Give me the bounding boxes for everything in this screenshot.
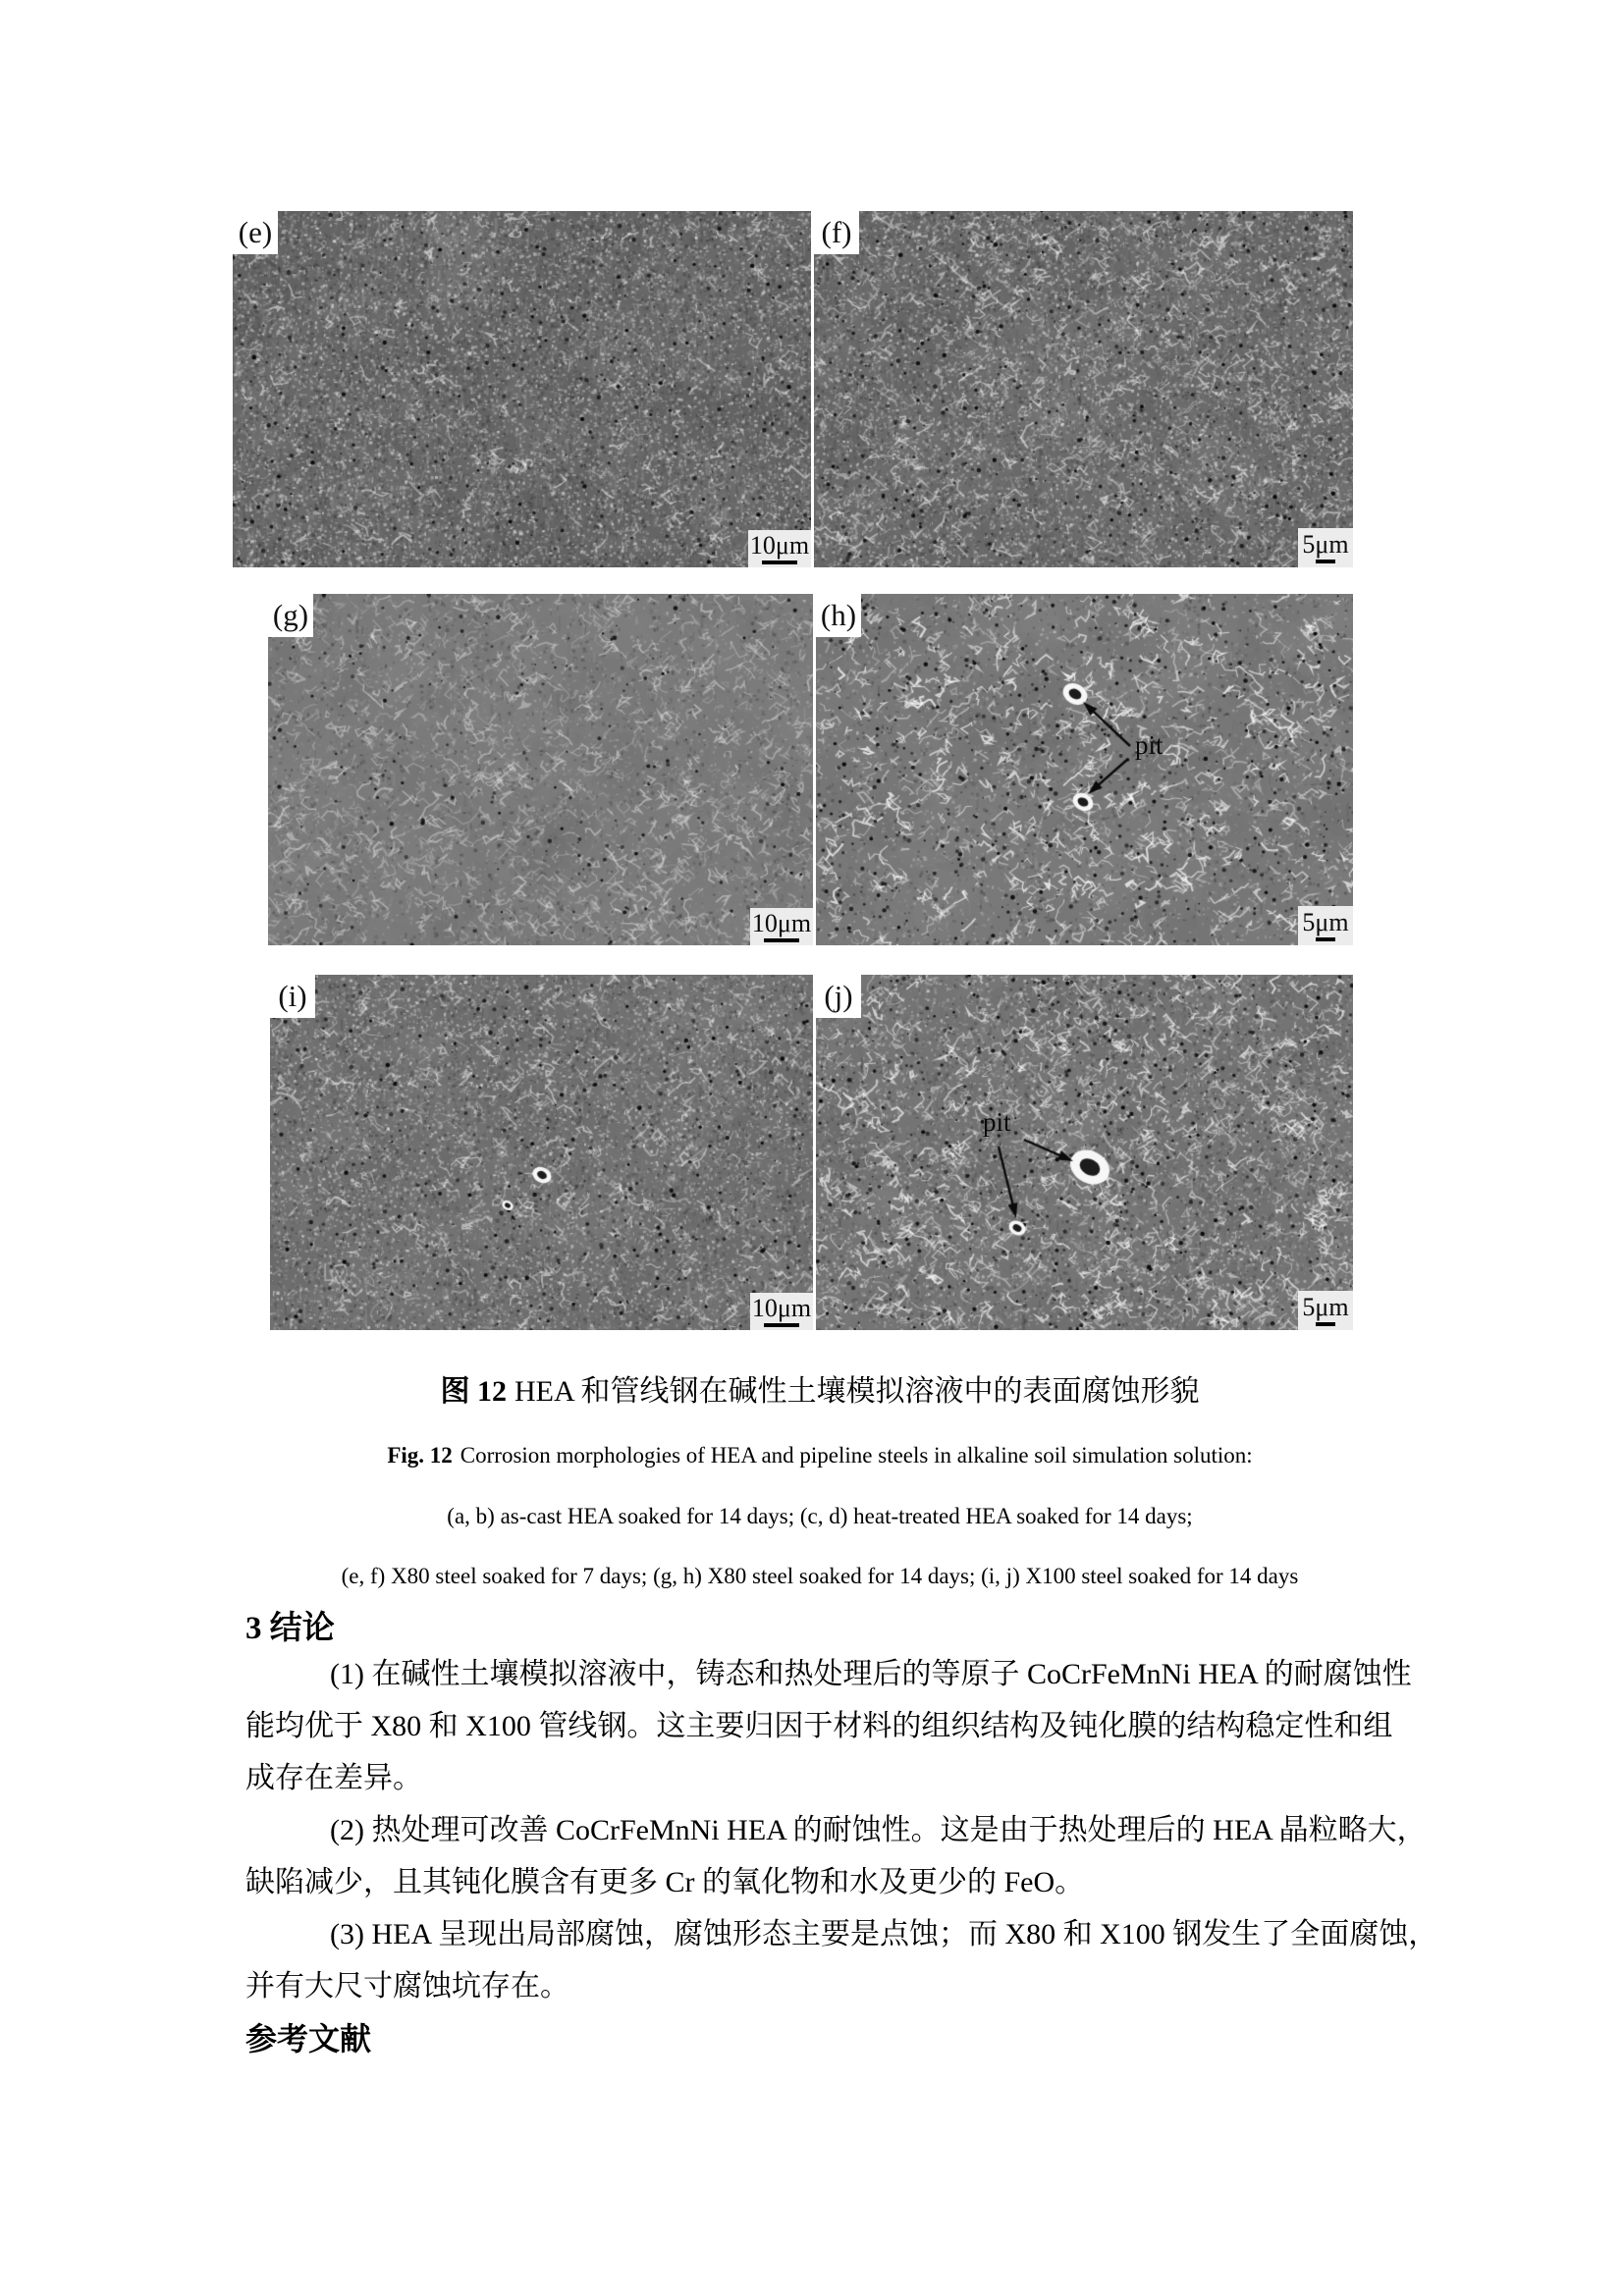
sem-image-h — [816, 594, 1353, 945]
scale-bar-j — [1298, 1291, 1353, 1330]
scale-bar-label: 10μm — [749, 531, 810, 560]
scale-bar-g — [750, 908, 813, 945]
scale-bar-label: 5μm — [1302, 908, 1349, 936]
scale-bar-e — [748, 530, 811, 567]
scale-bar-label: 10μm — [751, 1294, 812, 1322]
conclusion-line-3: 成存在差异。 — [245, 1762, 422, 1794]
figure-caption-en-line3: (e, f) X80 steel soaked for 7 days; (g, h) X80 steel soaked for 14 days; (i, j) X100 steel soaked for 14 days — [341, 1564, 1299, 1588]
conclusion-line-4: (2) 热处理可改善 CoCrFeMnNi HEA 的耐蚀性。这是由于热处理后的 HEA 晶粒略大， — [330, 1814, 1427, 1846]
scale-bar-f — [1298, 528, 1353, 567]
scale-bar-line — [764, 1323, 799, 1327]
figure-caption-en-line2: (a, b) as-cast HEA soaked for 14 days; (c, d) heat-treated HEA soaked for 14 days; — [447, 1504, 1193, 1528]
scale-bar-line — [762, 561, 797, 564]
figure-caption-zh — [245, 1374, 1394, 1410]
scale-bar-h — [1298, 906, 1353, 945]
panel-label-g: (g) — [268, 594, 313, 637]
micrograph-panel-i — [270, 975, 813, 1330]
figure-caption-zh-text: HEA 和管线钢在碱性土壤模拟溶液中的表面腐蚀形貌 — [514, 1375, 1200, 1408]
scale-bar-line — [1316, 1322, 1335, 1326]
micrograph-panel-h — [816, 594, 1353, 945]
scale-bar-line — [1316, 937, 1335, 941]
panel-label-f: (f) — [814, 211, 859, 254]
panel-label-e: (e) — [233, 211, 278, 254]
sem-image-g — [268, 594, 813, 945]
figure-caption-en — [245, 1440, 1394, 1471]
scale-bar-line — [1316, 560, 1335, 563]
scale-bar-line — [764, 938, 799, 942]
conclusion-line-2: 能均优于 X80 和 X100 管线钢。这主要归因于材料的组织结构及钝化膜的结构稳定性和组 — [245, 1710, 1393, 1742]
micrograph-panel-e — [233, 211, 811, 567]
figure-caption-en-text: Corrosion morphologies of HEA and pipeline steels in alkaline soil simulation solution: — [460, 1443, 1253, 1468]
panel-label-i: (i) — [270, 975, 315, 1018]
sem-image-j — [816, 975, 1353, 1330]
scale-bar-label: 10μm — [751, 909, 812, 937]
conclusion-line-1: (1) 在碱性土壤模拟溶液中，铸态和热处理后的等原子 CoCrFeMnNi HEA 的耐腐蚀性 — [330, 1658, 1412, 1690]
figure-caption-zh-number: 图 12 — [440, 1375, 507, 1408]
sem-image-f — [814, 211, 1353, 567]
section-heading-references: 参考文献 — [245, 2021, 372, 2056]
section-heading-conclusion: 3 结论 — [245, 1611, 335, 1646]
conclusion-line-7: 并有大尺寸腐蚀坑存在。 — [245, 1970, 569, 2002]
sem-image-e — [233, 211, 811, 567]
conclusion-line-5: 缺陷减少，且其钝化膜含有更多 Cr 的氧化物和水及更少的 FeO。 — [245, 1866, 1085, 1898]
micrograph-panel-g — [268, 594, 813, 945]
panel-label-h: (h) — [816, 594, 861, 637]
pit-annotation-h: pit — [1135, 730, 1163, 760]
pit-annotation-j: pit — [983, 1107, 1011, 1137]
scale-bar-i — [750, 1293, 813, 1330]
micrograph-panel-j — [816, 975, 1353, 1330]
micrograph-panel-f — [814, 211, 1353, 567]
figure-caption-en-number: Fig. 12 — [387, 1443, 453, 1468]
conclusion-line-6: (3) HEA 呈现出局部腐蚀，腐蚀形态主要是点蚀；而 X80 和 X100 钢发生了全面腐蚀， — [330, 1918, 1438, 1950]
sem-image-i — [270, 975, 813, 1330]
scale-bar-label: 5μm — [1302, 1293, 1349, 1321]
panel-label-j: (j) — [816, 975, 861, 1018]
scale-bar-label: 5μm — [1302, 530, 1349, 559]
